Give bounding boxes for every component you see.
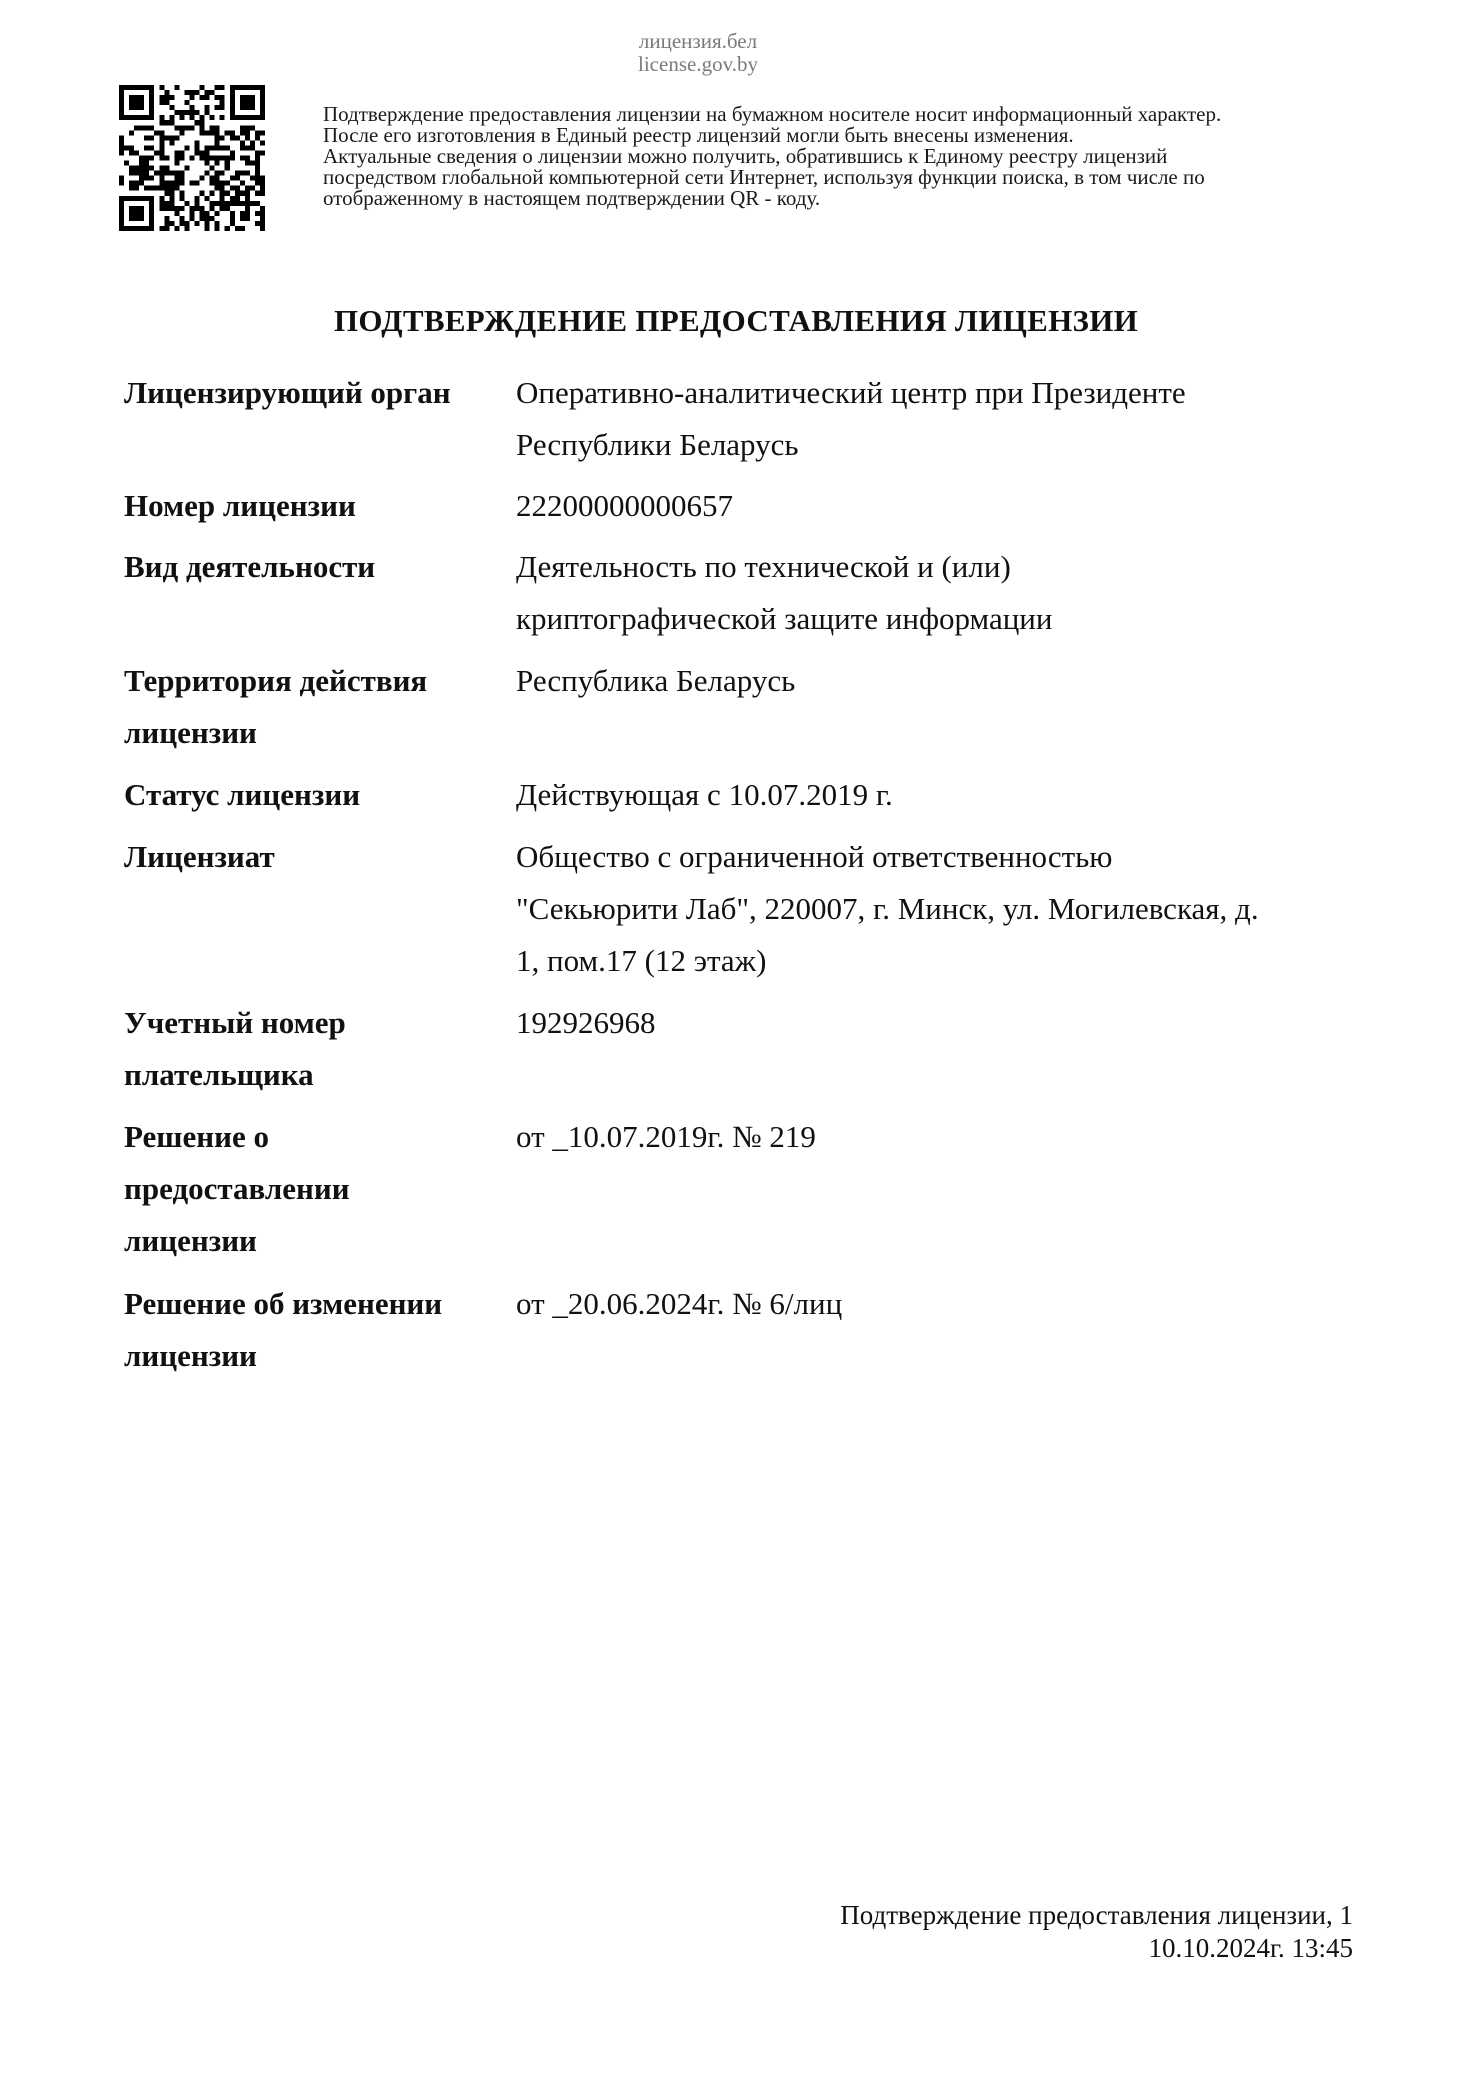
site-line-latin: license.gov.by — [638, 52, 758, 76]
field-value: Оперативно-аналитический центр при Президенте Республики Беларусь — [516, 375, 1186, 462]
field-label: Лицензиат — [124, 839, 275, 874]
field-value: Деятельность по технической и (или) криптографической защите информации — [516, 549, 1053, 636]
qr-code-icon — [119, 85, 265, 231]
field-label: Территория действия лицензии — [124, 663, 428, 750]
field-label: Номер лицензии — [124, 488, 356, 523]
field-value: Действующая с 10.07.2019 г. — [516, 777, 893, 812]
notice-line-5: отображенному в настоящем подтверждении QR - коду. — [323, 186, 821, 210]
field-value: от _10.07.2019г. № 219 — [516, 1119, 816, 1154]
notice-line-3: Актуальные сведения о лицензии можно получить, обратившись к Единому реестру лицензий — [323, 144, 1168, 168]
footer-caption: Подтверждение предоставления лицензии, 1 — [840, 1900, 1353, 1930]
field-label: Решение о предоставлении лицензии — [124, 1119, 350, 1258]
field-label: Решение об изменении лицензии — [124, 1286, 443, 1373]
field-label: Статус лицензии — [124, 777, 361, 812]
field-value: 192926968 — [516, 1005, 656, 1040]
field-value: Общество с ограниченной ответственностью "Секьюрити Лаб", 220007, г. Минск, ул. Могилевская, д. 1, пом.17 (12 этаж) — [516, 839, 1259, 978]
information-notice — [323, 104, 1403, 209]
field-label: Учетный номер плательщика — [124, 1005, 346, 1092]
field-value: Республика Беларусь — [516, 663, 796, 698]
field-label: Вид деятельности — [124, 549, 376, 584]
field-value: от _20.06.2024г. № 6/лиц — [516, 1286, 843, 1321]
site-line-cyrillic: лицензия.бел — [638, 29, 758, 53]
page-footer — [840, 1899, 1353, 1965]
field-value: 22200000000657 — [516, 488, 733, 523]
document-title: ПОДТВЕРЖДЕНИЕ ПРЕДОСТАВЛЕНИЯ ЛИЦЕНЗИИ — [333, 303, 1139, 338]
notice-line-1: Подтверждение предоставления лицензии на бумажном носителе носит информационный характер. — [323, 102, 1222, 126]
notice-line-4: посредством глобальной компьютерной сети Интернет, используя функции поиска, в том числе по — [323, 165, 1205, 189]
site-address — [618, 30, 778, 76]
qr-code-graphic — [119, 85, 265, 231]
footer-timestamp: 10.10.2024г. 13:45 — [1148, 1933, 1353, 1963]
field-label: Лицензирующий орган — [124, 375, 451, 410]
notice-line-2: После его изготовления в Единый реестр лицензий могли быть внесены изменения. — [323, 123, 1074, 147]
